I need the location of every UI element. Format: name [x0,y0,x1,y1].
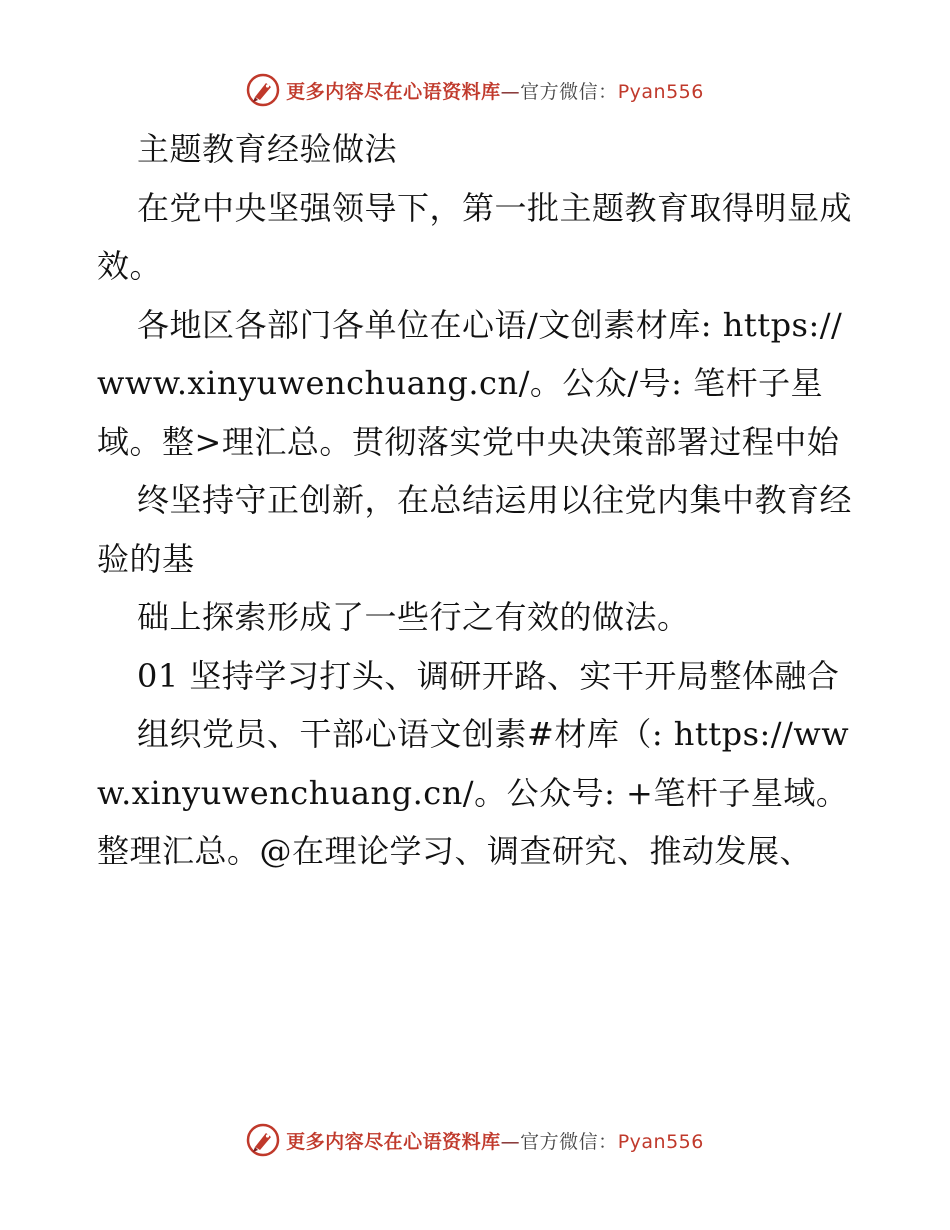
section-heading: 01 坚持学习打头、调研开路、实干开局整体融合 [137,656,840,695]
paragraph: 各地区各部门各单位在心语/文创素材库: https://www.xinyuwenchuang.cn/。公众/号: 笔杆子星域。整>理汇总。贯彻落实党中央决策部署过程中始 [97,305,843,461]
banner-wechat-label: 官方微信： [520,1130,618,1153]
banner-wechat-id: Pyan556 [617,80,704,103]
banner-wechat-label: 官方微信： [520,80,618,103]
document-title: 主题教育经验做法 [137,130,398,168]
banner-dash: — [500,1130,521,1153]
paragraph: 础上探索形成了一些行之有效的做法。 [137,598,690,636]
banner-prefix: 更多内容尽在心语资料库 [286,1130,501,1153]
paragraph: 在党中央坚强领导下，第一批主题教育取得明显成效。 [97,188,853,285]
banner-wechat-id: Pyan556 [617,1130,704,1153]
document-body [97,120,857,881]
header-banner [0,70,950,110]
pen-nib-logo-icon [246,73,280,107]
footer-banner [0,1120,950,1160]
header-banner-text [286,77,704,104]
footer-banner-text [286,1127,704,1154]
banner-prefix: 更多内容尽在心语资料库 [286,80,501,103]
paragraph: 组织党员、干部心语文创素#材库（: https://www.xinyuwenchuang.cn/。公众号: +笔杆子星域。整理汇总。@在理论学习、调查研究、推动发展、 [97,715,850,870]
pen-nib-logo-icon [246,1123,280,1157]
paragraph: 终坚持守正创新，在总结运用以往党内集中教育经验的基 [97,481,853,578]
banner-dash: — [500,80,521,103]
